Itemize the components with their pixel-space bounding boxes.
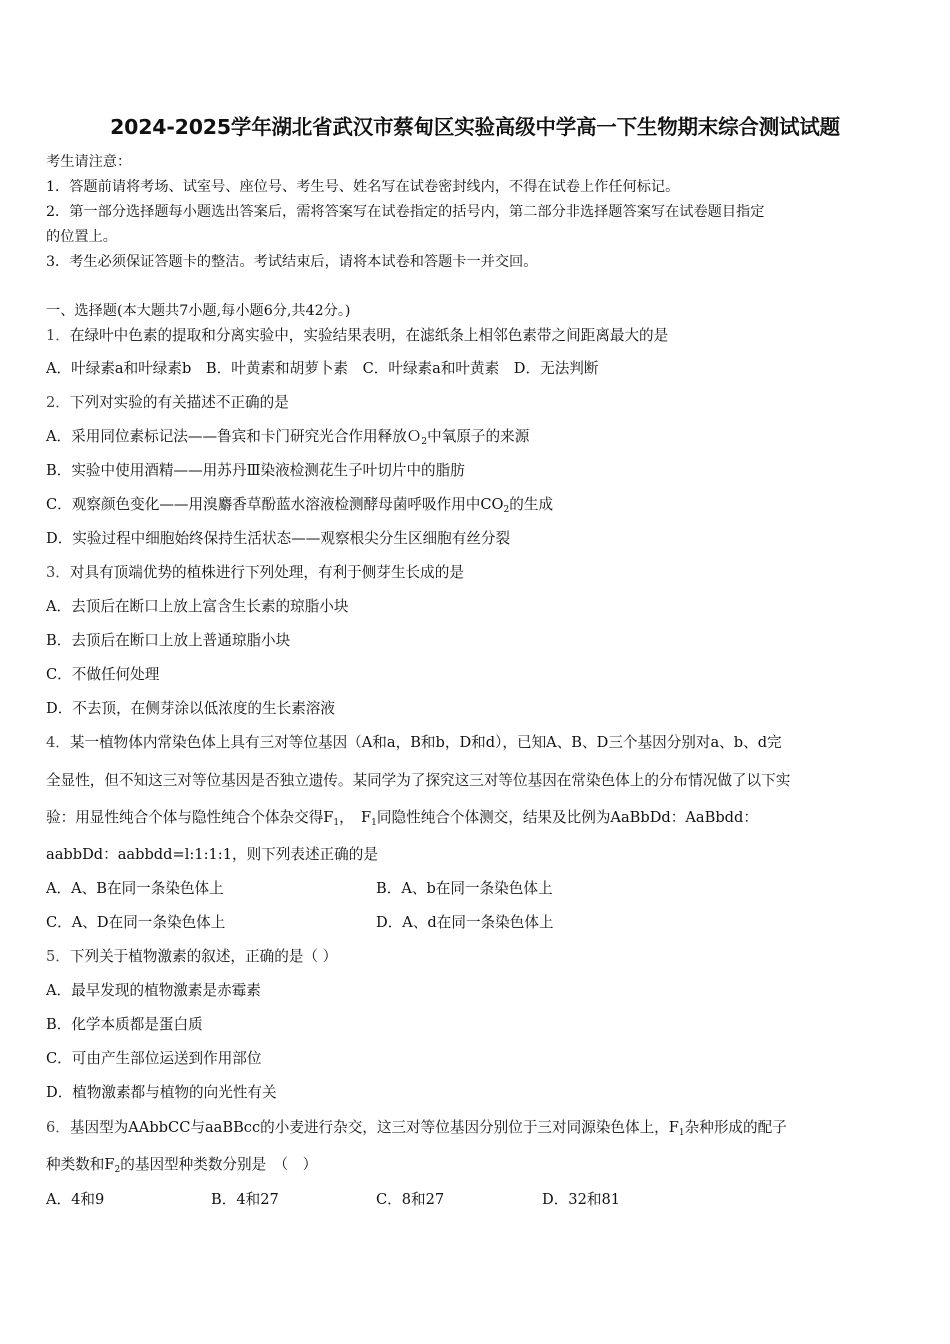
option-text: C．观察颜色变化——用溴麝香草酚蓝水溶液检测酵母菌呼吸作用中CO <box>46 496 504 513</box>
question-text: 同隐性纯合个体测交，结果及比例为AaBbDd：AaBbdd： <box>376 809 758 826</box>
question-4-option-b: B．A、b在同一条染色体上 <box>376 880 553 897</box>
question-1-options: A．叶绿素a和叶绿素b B．叶黄素和胡萝卜素 C．叶绿素a和叶黄素 D．无法判断 <box>46 360 599 377</box>
option-text: 的生成 <box>509 496 554 513</box>
notice-item: 3．考生必须保证答题卡的整洁。考试结束后，请将本试卷和答题卡一并交回。 <box>46 254 538 270</box>
subscript: 1 <box>333 818 340 828</box>
question-number: 6． <box>46 1119 70 1136</box>
question-text: 基因型为AAbbCC与aaBBcc的小麦进行杂交，这三对等位基因分别位于三对同源染色体上，F <box>69 1119 679 1136</box>
question-6-line-1 <box>46 1118 787 1138</box>
question-3-option-c: C．不做任何处理 <box>46 666 160 683</box>
question-6-option-a: A．4和9 <box>46 1191 105 1208</box>
question-5-option-a: A．最早发现的植物激素是赤霉素 <box>46 982 261 999</box>
question-1-stem <box>46 326 668 346</box>
question-text: 杂种形成的配子 <box>684 1119 787 1136</box>
question-5-stem <box>46 947 337 967</box>
question-number: 3． <box>46 564 70 581</box>
question-3-stem <box>46 563 464 583</box>
option-text: A．采用同位素标记法——鲁宾和卡门研究光合作用释放Ｏ <box>46 428 422 445</box>
notice-item: 2．第一部分选择题每小题选出答案后，需将答案写在试卷指定的括号内，第二部分非选择题答案写在试卷题目指定 <box>46 204 765 220</box>
question-3-option-a: A．去顶后在断口上放上富含生长素的琼脂小块 <box>46 598 349 615</box>
question-number: 4． <box>46 734 70 751</box>
question-4-line-2: 全显性，但不知这三对等位基因是否独立遗传。某同学为了探究这三对等位基因在常染色体上的分布情况做了以下实 <box>46 772 791 789</box>
notice-heading: 考生请注意： <box>46 154 132 170</box>
question-4-line-1 <box>46 733 782 753</box>
question-number: 5． <box>46 948 70 965</box>
question-text: 对具有顶端优势的植株进行下列处理，有利于侧芽生长成的是 <box>69 564 464 581</box>
question-4-option-d: D．A、d在同一条染色体上 <box>376 914 554 931</box>
question-text: 种类数和F <box>46 1156 115 1173</box>
question-text: ， F <box>339 809 372 826</box>
question-5-option-d: D．植物激素都与植物的向光性有关 <box>46 1084 277 1101</box>
question-text: 的基因型种类数分别是 （ ） <box>120 1156 318 1173</box>
subscript: 2 <box>114 1165 121 1175</box>
question-5-option-b: B．化学本质都是蛋白质 <box>46 1016 203 1033</box>
question-number: 2． <box>46 394 70 411</box>
subscript: 1 <box>678 1128 685 1138</box>
question-number: 1． <box>46 327 70 344</box>
question-6-option-d: D．32和81 <box>542 1191 621 1208</box>
notice-item: 1．答题前请将考场、试室号、座位号、考生号、姓名写在试卷密封线内，不得在试卷上作任何标记。 <box>46 179 680 195</box>
question-4-line-3 <box>46 808 758 828</box>
question-text: 下列关于植物激素的叙述，正确的是（ ） <box>69 948 338 965</box>
option-text: 中氧原子的来源 <box>427 428 530 445</box>
question-4-option-c: C．A、D在同一条染色体上 <box>46 914 226 931</box>
question-text: 验：用显性纯合个体与隐性纯合个体杂交得F <box>46 809 334 826</box>
page-title: 2024-2025学年湖北省武汉市蔡甸区实验高级中学高一下生物期末综合测试试题 <box>110 115 840 139</box>
subscript: 1 <box>371 818 377 828</box>
question-text: 在绿叶中色素的提取和分离实验中，实验结果表明，在滤纸条上相邻色素带之间距离最大的是 <box>69 327 669 344</box>
question-text: 下列对实验的有关描述不正确的是 <box>69 394 289 411</box>
section-heading: 一、选择题(本大题共7小题,每小题6分,共42分。) <box>46 303 351 319</box>
question-2-option-c <box>46 495 553 515</box>
question-6-option-b: B．4和27 <box>211 1191 279 1208</box>
question-5-option-c: C．可由产生部位运送到作用部位 <box>46 1050 262 1067</box>
question-6-line-2 <box>46 1155 317 1175</box>
question-2-option-b: B．实验中使用酒精——用苏丹Ⅲ染液检测花生子叶切片中的脂肪 <box>46 462 465 479</box>
question-2-option-a <box>46 427 529 447</box>
subscript: 2 <box>421 437 428 447</box>
question-4-option-a: A．A、B在同一条染色体上 <box>46 880 224 897</box>
question-2-stem <box>46 393 289 413</box>
notice-item: 的位置上。 <box>46 229 117 245</box>
subscript: 2 <box>503 505 510 515</box>
question-text: 某一植物体内常染色体上具有三对等位基因（A和a，B和b，D和d），已知A、B、D三个基因分别对a、b、d完 <box>69 734 782 751</box>
question-6-option-c: C．8和27 <box>376 1191 445 1208</box>
question-2-option-d: D．实验过程中细胞始终保持生活状态——观察根尖分生区细胞有丝分裂 <box>46 530 511 547</box>
question-3-option-d: D．不去顶，在侧芽涂以低浓度的生长素溶液 <box>46 700 335 717</box>
question-3-option-b: B．去顶后在断口上放上普通琼脂小块 <box>46 632 291 649</box>
question-4-line-4: aabbDd：aabbdd=l:1:1:1，则下列表述正确的是 <box>46 846 378 863</box>
